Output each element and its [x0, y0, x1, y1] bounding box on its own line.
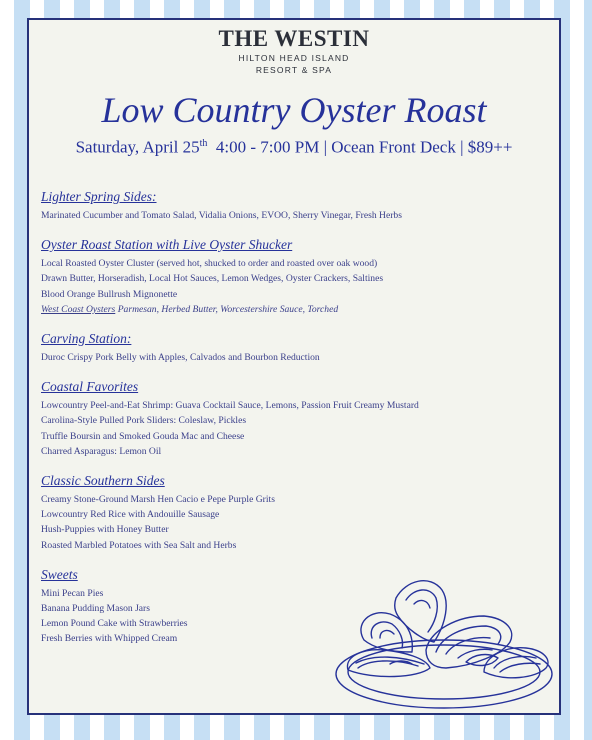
menu-item: Charred Asparagus: Lemon Oil	[41, 445, 162, 457]
section-title: Coastal Favorites	[41, 379, 139, 395]
event-title: Low Country Oyster Roast	[101, 90, 487, 130]
menu-item: Lowcountry Peel-and-Eat Shrimp: Guava Cocktail Sauce, Lemons, Passion Fruit Creamy Mustard	[41, 400, 419, 412]
menu-item: Banana Pudding Mason Jars	[41, 603, 150, 615]
section-oyster-roast	[41, 236, 541, 317]
brand-type: RESORT & SPA	[255, 65, 333, 75]
menu-item: Blood Orange Bullrush Mignonette	[41, 288, 178, 300]
section-coastal	[41, 378, 541, 459]
section-title: Classic Southern Sides	[41, 473, 165, 489]
west-coast-text: Parmesan, Herbed Butter, Worcestershire Sauce, Torched	[117, 303, 339, 315]
menu-item: Lemon Pound Cake with Strawberries	[41, 618, 188, 630]
event-date: Saturday, April 25	[75, 137, 200, 157]
event-date-suffix: th	[199, 138, 208, 149]
section-southern-sides	[41, 472, 541, 553]
menu-item: Duroc Crispy Pork Belly with Apples, Calvados and Bourbon Reduction	[41, 352, 320, 364]
section-title: Carving Station:	[41, 331, 132, 347]
event-details: 4:00 - 7:00 PM | Ocean Front Deck | $89++	[215, 137, 513, 157]
section-lighter-sides	[41, 188, 541, 223]
menu-item-west-coast	[41, 302, 541, 317]
section-carving	[41, 330, 541, 365]
menu-card	[27, 18, 561, 715]
oyster-plate-icon	[334, 568, 559, 720]
event-subtitle	[29, 132, 559, 160]
brand-location: HILTON HEAD ISLAND	[238, 53, 350, 63]
menu-item: Lowcountry Red Rice with Andouille Sausage	[41, 509, 220, 521]
section-title: Sweets	[41, 566, 78, 582]
menu-item: Roasted Marbled Potatoes with Sea Salt and Herbs	[41, 539, 237, 551]
menu-item: Mini Pecan Pies	[41, 587, 104, 599]
menu-item: Local Roasted Oyster Cluster (served hot, shucked to order and roasted over oak wood)	[41, 258, 378, 270]
section-title: Lighter Spring Sides:	[41, 189, 157, 204]
section-title: Oyster Roast Station with Live Oyster Shucker	[41, 237, 293, 253]
brand-logo	[29, 26, 559, 76]
menu-item: Fresh Berries with Whipped Cream	[41, 633, 178, 645]
menu-item: Creamy Stone-Ground Marsh Hen Cacio e Pepe Purple Grits	[41, 494, 275, 506]
brand-name: THE WESTIN	[218, 26, 370, 51]
west-coast-label: West Coast Oysters	[41, 303, 116, 315]
menu-item: Hush-Puppies with Honey Butter	[41, 524, 169, 536]
menu-item: Carolina-Style Pulled Pork Sliders: Coleslaw, Pickles	[41, 415, 247, 427]
menu-item: Marinated Cucumber and Tomato Salad, Vidalia Onions, EVOO, Sherry Vinegar, Fresh Herbs	[41, 210, 402, 221]
menu-item: Truffle Boursin and Smoked Gouda Mac and Cheese	[41, 430, 245, 442]
menu-item: Drawn Butter, Horseradish, Local Hot Sauces, Lemon Wedges, Oyster Crackers, Saltines	[41, 273, 384, 285]
